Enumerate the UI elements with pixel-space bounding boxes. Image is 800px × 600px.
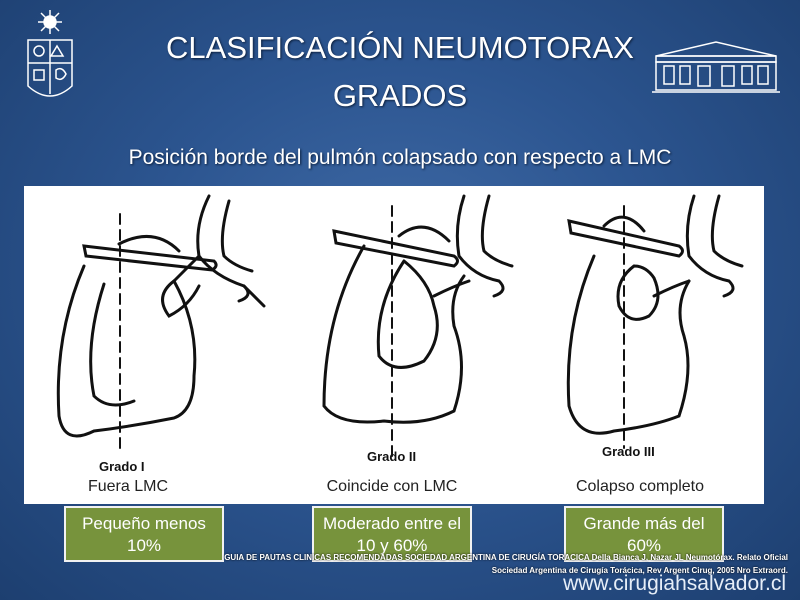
grade-3-label: Grado III bbox=[602, 444, 655, 459]
grade-1-diagram bbox=[58, 196, 264, 454]
caption-grade-1: Fuera LMC bbox=[87, 478, 169, 495]
website-url: www.cirugiahsalvador.cl bbox=[563, 572, 786, 595]
caption-grade-2: Coincide con LMC bbox=[326, 478, 458, 495]
pneumothorax-grades-figure bbox=[24, 186, 764, 504]
caption-grade-3: Colapso completo bbox=[575, 478, 705, 495]
grade-box-large: Grande más del 60% bbox=[564, 506, 724, 562]
grade-2-label: Grado II bbox=[367, 449, 417, 464]
slide-title-line1: CLASIFICACIÓN NEUMOTORAX bbox=[166, 30, 634, 65]
grade-1-label: Grado I bbox=[99, 459, 145, 474]
grade-3-diagram bbox=[568, 196, 742, 448]
grade-box-small: Pequeño menos 10% bbox=[64, 506, 224, 562]
slide-title-line2: GRADOS bbox=[332, 78, 468, 113]
grade-2-diagram bbox=[324, 196, 512, 456]
reference-line-2: Sociedad Argentina de Cirugía Torácica, Rev Argent Cirug, 2005 Nro Extraord. bbox=[491, 566, 788, 575]
slide-subtitle: Posición borde del pulmón colapsado con respecto a LMC bbox=[128, 146, 672, 169]
reference-line-1: GUIA DE PAUTAS CLINICAS RECOMENDADAS SOCIEDAD ARGENTINA DE CIRUGÍA TORACICA Della Bianca J, Nazar JL Neumotórax. Relato Oficial bbox=[224, 553, 788, 562]
grade-box-moderate: Moderado entre el 10 y 60% bbox=[312, 506, 472, 562]
